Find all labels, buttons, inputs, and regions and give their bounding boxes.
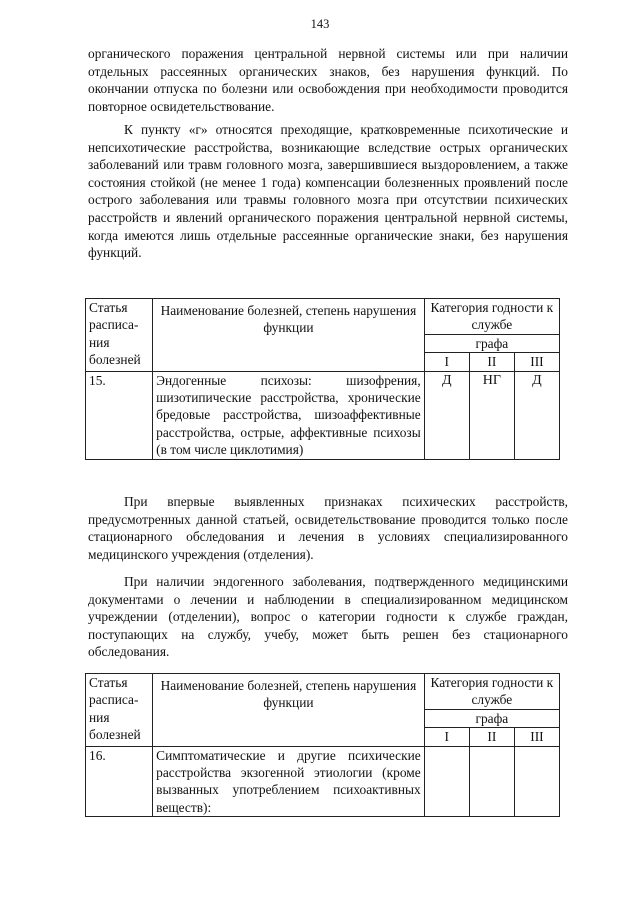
row-diagnosis: Симптоматические и другие психические расстройства экзогенной этиологии (кроме вызванных употреблением психоактивных веществ): — [153, 746, 425, 817]
row-diagnosis: Эндогенные психозы: шизофрения, шизотипические расстройства, хронические бредовые расстройства, шизоаффективные расстройства, острые, аффективные психозы (в том числе циклотимия) — [153, 371, 425, 459]
header-col-3: III — [514, 728, 559, 746]
disease-table-article-15 — [85, 298, 560, 460]
paragraph-point-g: К пункту «г» относятся преходящие, кратковременные психотические и непсихотические расстройства, возникающие вследствие острых органических заболеваний или травм головного мозга, завершившиеся выздоровлением, а также состояния стойкой (не менее 1 года) компенсации болезненных проявлений после острого заболевания или травмы головного мозга при отсутствии психических расстройств и явлений органического поражения центральной нервной системы, когда имеются лишь отдельные рассеянные органические знаки, без нарушения функций. — [88, 122, 568, 261]
header-fitness-category: Категория годности к службе — [424, 674, 559, 710]
header-disease-name: Наименование болезней, степень нарушения функции — [153, 299, 425, 372]
header-col-1: I — [424, 353, 469, 371]
header-disease-name: Наименование болезней, степень нарушения функции — [153, 674, 425, 747]
row-grade-col-1 — [424, 746, 469, 817]
paragraph-continuation: органического поражения центральной нервной системы или при наличии отдельных рассеянных органических знаков, без нарушения функций. По окончании отпуска по болезни или освобождения при необходимости проводится повторное освидетельствование. — [88, 46, 568, 114]
paragraph-first-detected: При впервые выявленных признаках психических расстройств, предусмотренных данной статьей, освидетельствование проводится только после стационарного обследования и лечения в условиях специализированного медицинского учреждения (отделения). — [88, 494, 568, 562]
header-column-group: графа — [424, 709, 559, 727]
row-article-number: 16. — [86, 746, 153, 817]
page-number: 143 — [310, 17, 330, 31]
header-fitness-category: Категория годности к службе — [424, 299, 559, 335]
row-grade-col-2 — [469, 746, 514, 817]
paragraph-endogenous: При наличии эндогенного заболевания, подтвержденного медицинскими документами о лечении и наблюдении в специализированном медицинском учреждении (отделении), вопрос о категории годности к службе граждан, поступающих на службу, учебу, может быть решен без стационарного обследования. — [88, 574, 568, 660]
row-grade-col-1: Д — [424, 371, 469, 459]
header-col-2: II — [469, 353, 514, 371]
header-col-2: II — [469, 728, 514, 746]
row-grade-col-3: Д — [514, 371, 559, 459]
row-grade-col-2: НГ — [469, 371, 514, 459]
header-col-3: III — [514, 353, 559, 371]
row-article-number: 15. — [86, 371, 153, 459]
header-article: Статья расписа-ния болезней — [86, 674, 153, 747]
table-row — [86, 371, 560, 459]
header-article: Статья расписа-ния болезней — [86, 299, 153, 372]
table-row — [86, 746, 560, 817]
row-grade-col-3 — [514, 746, 559, 817]
disease-table-article-16 — [85, 673, 560, 817]
header-col-1: I — [424, 728, 469, 746]
header-column-group: графа — [424, 334, 559, 352]
